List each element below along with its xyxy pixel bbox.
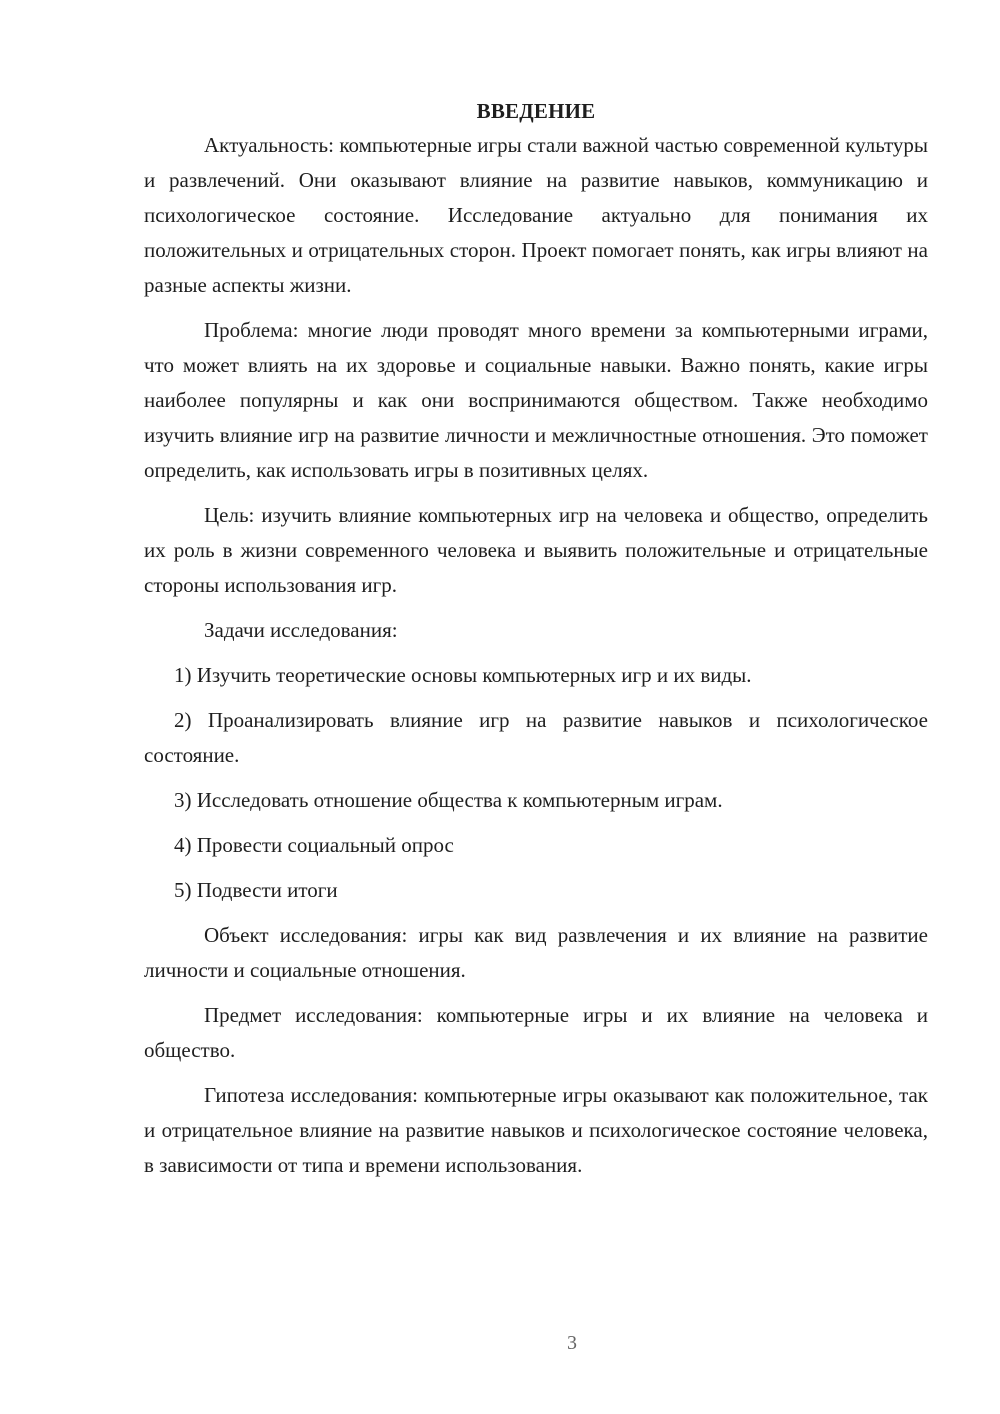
task-item: 1) Изучить теоретические основы компьютерных игр и их виды. [174,663,752,687]
page-title: ВВЕДЕНИЕ [476,99,596,123]
subject-paragraph: Предмет исследования: компьютерные игры и их влияние на человека и общество. [144,1003,928,1062]
object-paragraph: Объект исследования: игры как вид развлечения и их влияние на развитие личности и социальные отношения. [144,923,928,982]
task-item: 5) Подвести итоги [174,878,338,902]
task-item: 4) Провести социальный опрос [174,833,454,857]
tasks-title: Задачи исследования: [204,618,398,642]
page-number: 3 [567,1332,577,1354]
document-page [144,96,928,1193]
hypothesis-paragraph: Гипотеза исследования: компьютерные игры оказывают как положительное, так и отрицательное влияние на развитие навыков и психологическое состояние человека, в зависимости от типа и времени использования. [144,1083,928,1177]
relevance-paragraph: Актуальность: компьютерные игры стали важной частью современной культуры и развлечений. Они оказывают влияние на развитие навыков, коммуникацию и психологическое состояние. Исследование актуально для понимания их положительных и отрицательных сторон. Проект помогает понять, как игры влияют на разные аспекты жизни. [144,133,928,297]
problem-paragraph: Проблема: многие люди проводят много времени за компьютерными играми, что может влиять на их здоровье и социальные навыки. Важно понять, какие игры наиболее популярны и как они воспринимаются обществом. Также необходимо изучить влияние игр на развитие личности и межличностные отношения. Это поможет определить, как использовать игры в позитивных целях. [144,318,928,482]
task-item: 2) Проанализировать влияние игр на развитие навыков и психологическое состояние. [144,708,928,767]
goal-paragraph: Цель: изучить влияние компьютерных игр на человека и общество, определить их роль в жизни современного человека и выявить положительные и отрицательные стороны использования игр. [144,503,928,597]
task-item: 3) Исследовать отношение общества к компьютерным играм. [174,788,723,812]
